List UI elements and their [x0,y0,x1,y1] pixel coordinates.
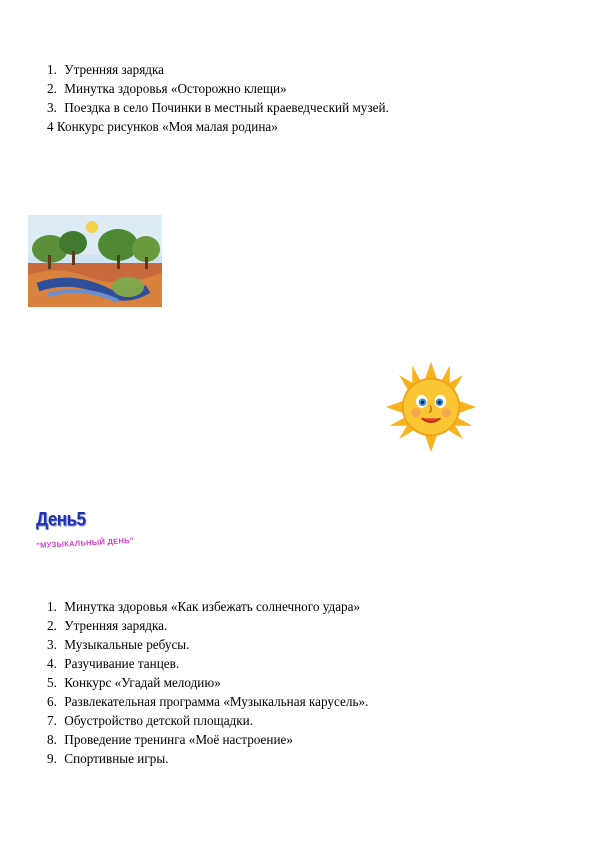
list-number: 9. [47,751,57,766]
list-item [47,79,389,98]
smiling-sun-icon [384,360,478,454]
list-text: Спортивные игры. [64,751,169,766]
list-text: Обустройство детской площадки. [64,713,254,728]
list-text: Утренняя зарядка. [64,618,168,633]
list-number: 2. [47,81,57,96]
list-number: 5. [47,675,57,690]
list-item [47,654,368,673]
activity-list-day5 [47,597,368,768]
list-item [47,117,389,136]
list-text: Разучивание танцев. [64,656,180,671]
list-item [47,673,368,692]
list-number: 1. [47,62,57,77]
list-text: Утренняя зарядка [64,62,165,77]
list-number: 2. [47,618,57,633]
list-number: 7. [47,713,57,728]
landscape-painting-icon [28,215,162,307]
list-text: Минутка здоровья «Осторожно клещи» [64,81,287,96]
list-number: 3. [47,637,57,652]
list-text: Минутка здоровья «Как избежать солнечного удара» [64,599,361,614]
list-item [47,616,368,635]
list-item [47,749,368,768]
list-number: 1. [47,599,57,614]
day-heading: День5 [36,508,86,530]
list-text: Развлекательная программа «Музыкальная карусель». [64,694,369,709]
list-item [47,98,389,117]
list-item [47,597,368,616]
list-number: 3. [47,100,57,115]
list-text: Поездка в село Починки в местный краеведческий музей. [64,100,389,115]
list-item [47,60,389,79]
list-number: 6. [47,694,57,709]
activity-list-top [47,60,389,136]
list-text: Конкурс рисунков «Моя малая родина» [56,119,278,134]
list-number: 8. [47,732,57,747]
list-item [47,711,368,730]
day-subtitle: "МУЗЫКАЛЬНЫЙ ДЕНЬ" [36,535,134,550]
list-item [47,635,368,654]
list-text: Конкурс «Угадай мелодию» [64,675,221,690]
list-number: 4 [47,119,54,134]
list-text: Музыкальные ребусы. [64,637,190,652]
list-item [47,692,368,711]
list-number: 4. [47,656,57,671]
list-text: Проведение тренинга «Моё настроение» [64,732,293,747]
list-item [47,730,368,749]
